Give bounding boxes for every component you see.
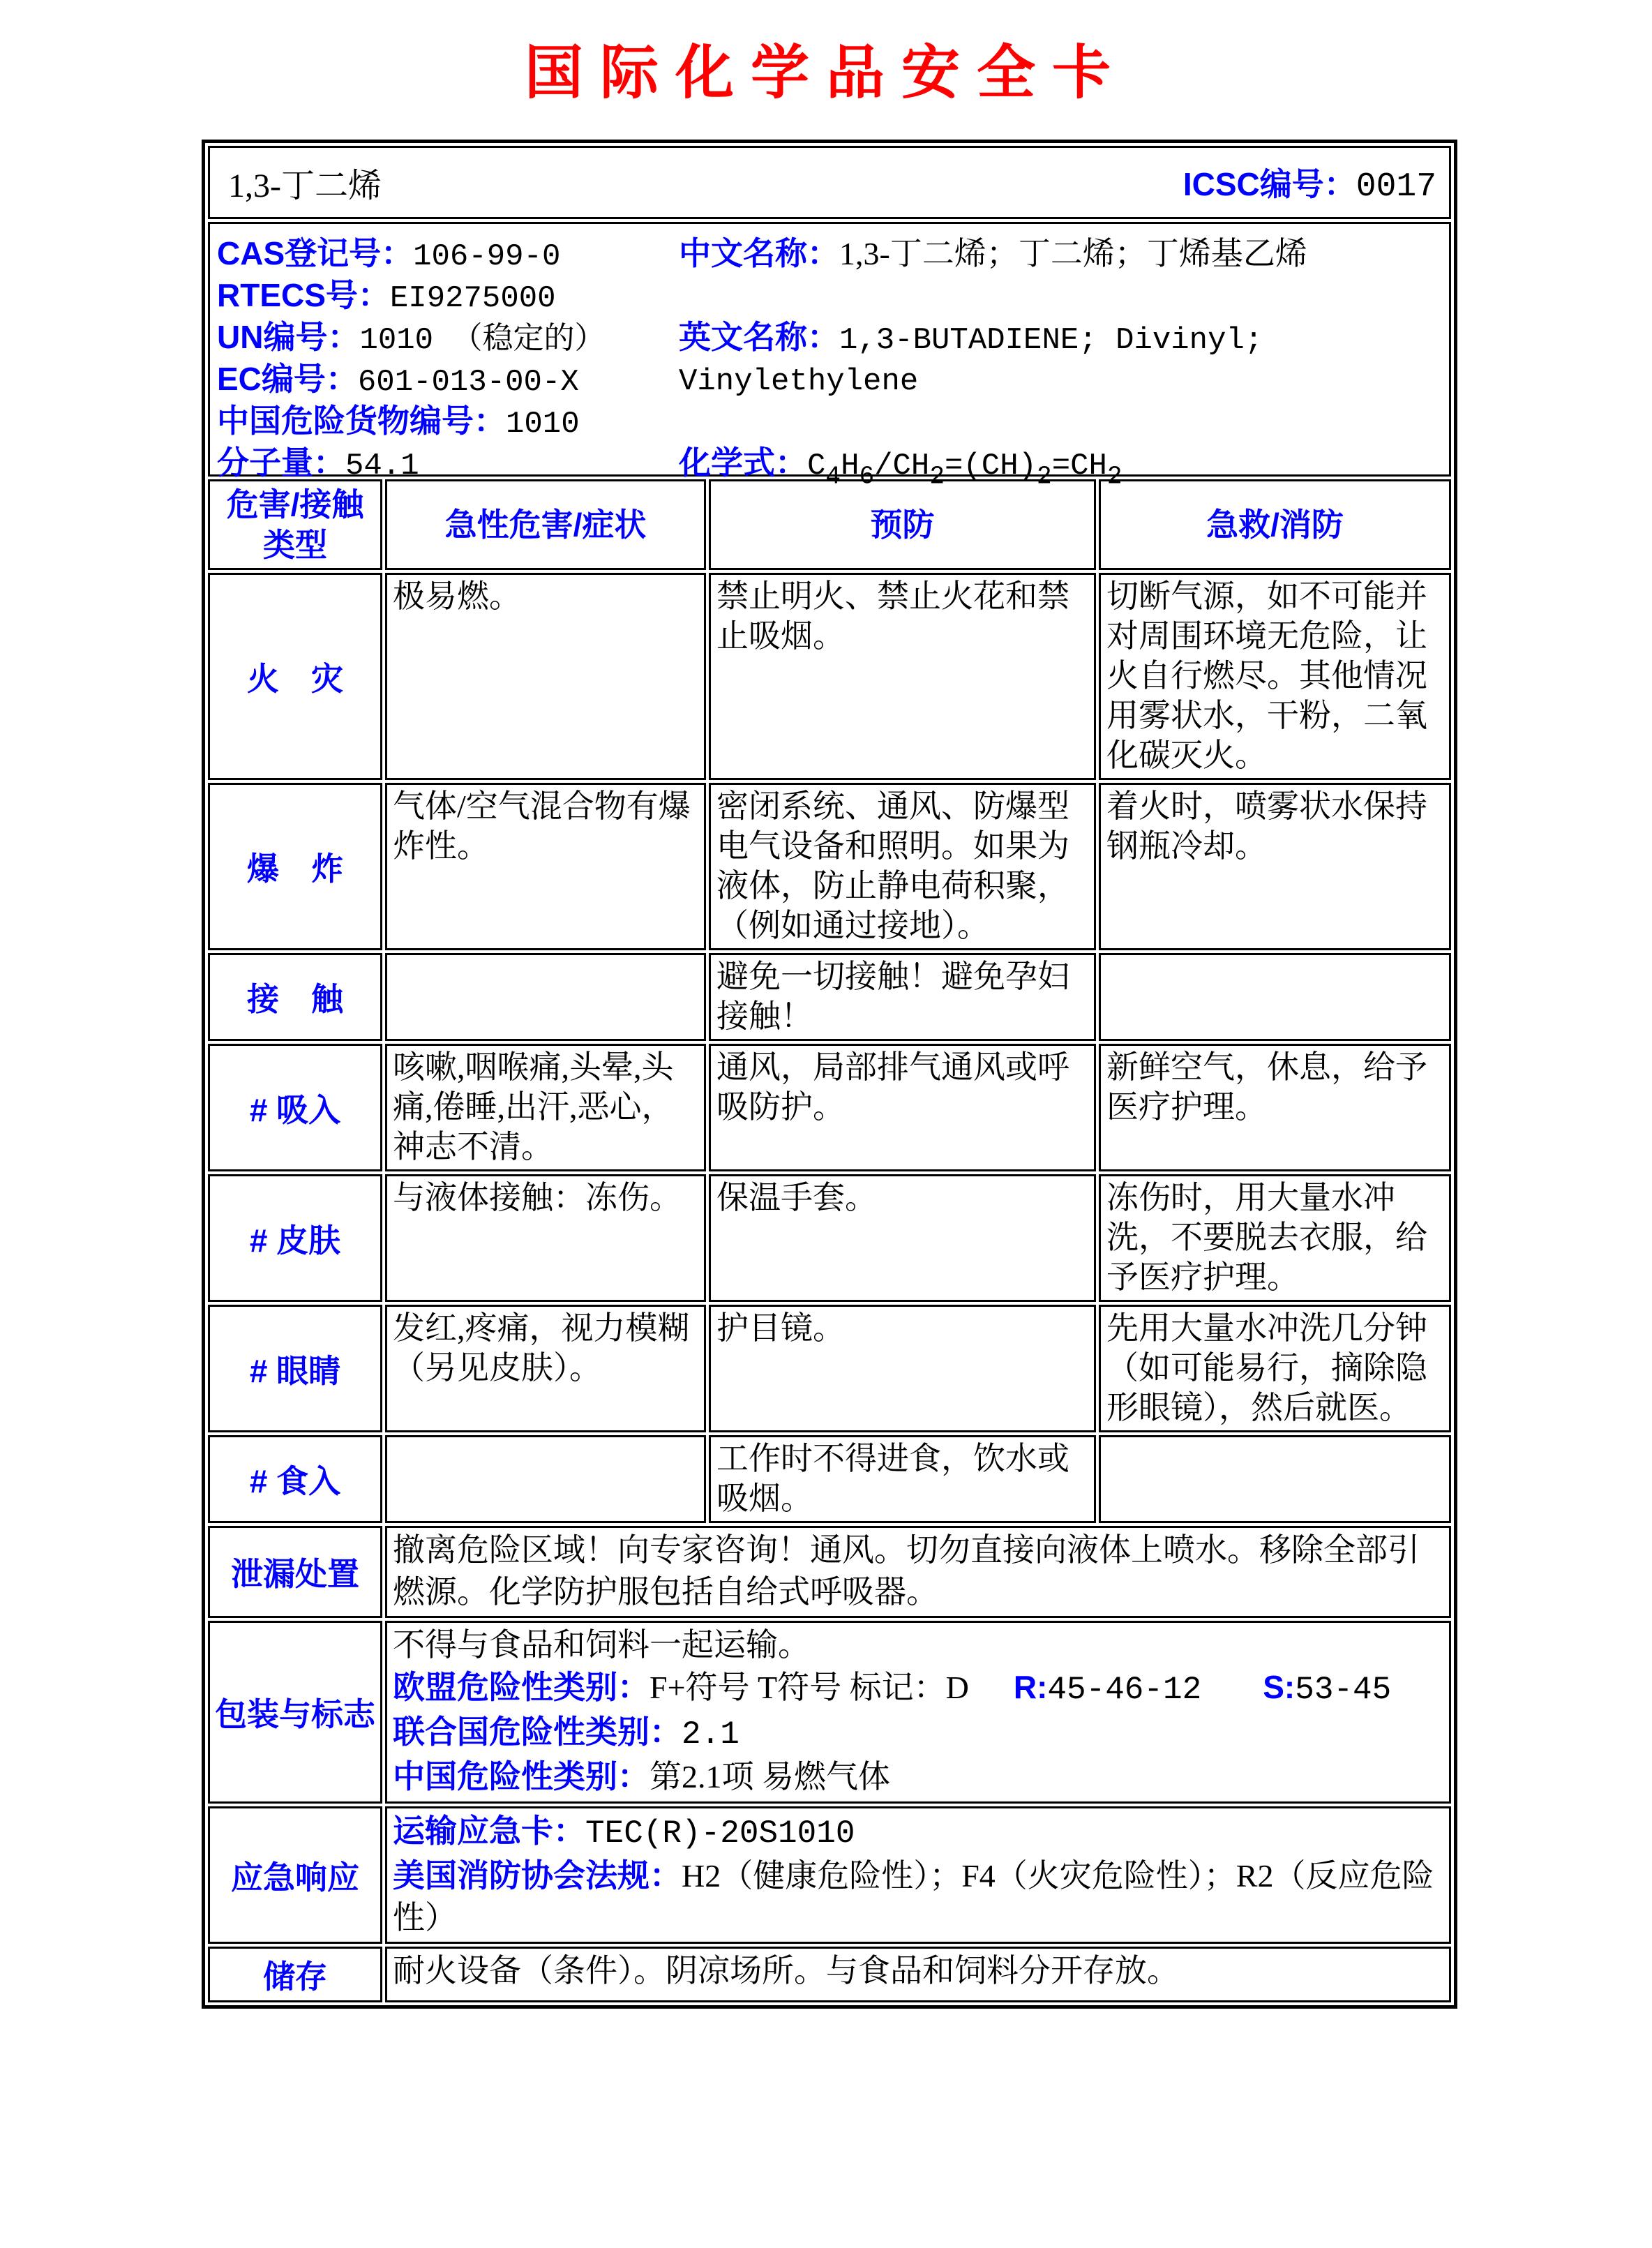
english-name-line [679,316,1443,358]
ec-number-value: 601-013-00-X [357,365,579,400]
english-name-value-line1: 1,3-BUTADIENE; Divinyl; [839,323,1263,358]
cas-number-label: CAS登记号： [217,235,414,271]
inhalation-row-label: # 吸入 [208,1044,382,1171]
col-header-hazard-type [208,479,382,570]
hazard-row-ingestion [208,1435,1451,1523]
chinese-name-value: 1,3-丁二烯；丁二烯；丁烯基乙烯 [839,236,1307,271]
tec-card-value: TEC(R)-20S1010 [585,1815,855,1852]
packaging-cn-class-line [393,1755,1443,1798]
china-goods-number-value: 1010 [506,407,580,442]
chinese-name-line [679,232,1443,274]
nfpa-code-value: H2（健康危险性）；F4（火灾危险性）；R2（反应危险性） [393,1858,1434,1935]
skin-row-label: # 皮肤 [208,1174,382,1302]
ingestion-response-cell [1099,1435,1451,1523]
formula-value: $C_4H_6/CH_2=(CH)_2=CH_2$ [807,449,1122,491]
ec-number-label: EC编号： [217,361,358,397]
cn-class-value: 第2.1项 易燃气体 [649,1759,890,1794]
eyes-response-cell: 先用大量水冲洗几分钟（如可能易行，摘除隐形眼镜），然后就医。 [1099,1305,1451,1432]
eyes-row-label: # 眼睛 [208,1305,382,1432]
hazard-row-inhalation [208,1044,1451,1171]
packaging-un-class-line [393,1711,1443,1755]
emergency-section-content [385,1806,1451,1944]
eu-class-value: F+符号 T符号 标记：D [649,1670,969,1705]
contact-row-label: 接 触 [208,953,382,1041]
chinese-name-label: 中文名称： [679,235,839,271]
spacer-line [679,274,1443,316]
eyes-symptoms-cell: 发红,疼痛，视力模糊（另见皮肤）。 [385,1305,706,1432]
card-header-cell [208,146,1451,219]
hazard-header-row [208,479,1451,570]
fire-response-cell: 切断气源，如不可能并对周围环境无危险，让火自行燃尽。其他情况用雾状水，干粉，二氧化碳灭火。 [1099,573,1451,780]
english-name-label: 英文名称： [679,319,839,355]
fire-row-label: 火 灾 [208,573,382,780]
ingestion-prevention-cell: 工作时不得进食，饮水或吸烟。 [709,1435,1096,1523]
hazard-row-fire [208,573,1451,780]
explosion-prevention-cell: 密闭系统、通风、防爆型电气设备和照明。如果为液体，防止静电荷积聚，（例如通过接地）。 [709,783,1096,950]
emergency-section-label: 应急响应 [208,1806,382,1944]
contact-prevention-cell: 避免一切接触！避免孕妇接触！ [709,953,1096,1041]
china-goods-number-line [217,400,605,442]
cas-number-value: 106-99-0 [413,239,561,274]
un-number-value: 1010 （稳定的） [359,323,606,358]
rtecs-number-value: EI9275000 [389,281,556,316]
formula-line [679,442,1443,491]
fire-symptoms-cell: 极易燃。 [385,573,706,780]
identifiers-cell [208,222,1451,491]
tec-card-label: 运输应急卡： [393,1813,585,1849]
un-class-value: 2.1 [682,1716,739,1753]
packaging-section-label: 包装与标志 [208,1621,382,1804]
inhalation-prevention-cell: 通风，局部排气通风或呼吸防护。 [709,1044,1096,1171]
explosion-symptoms-cell: 气体/空气混合物有爆炸性。 [385,783,706,950]
storage-section-content: 耐火设备（条件）。阴凉场所。与食品和饲料分开存放。 [385,1947,1451,2002]
un-number-label: UN编号： [217,319,360,355]
eyes-prevention-cell: 护目镜。 [709,1305,1096,1432]
spacer-line [679,400,1443,442]
name-list [679,232,1443,491]
col-header-hazard-type-line2: 类型 [263,527,327,563]
molecular-weight-value: 54.1 [345,449,419,484]
s-phrases-label: S: [1263,1669,1296,1705]
contact-response-cell [1099,953,1451,1041]
explosion-row-label: 爆 炸 [208,783,382,950]
un-class-label: 联合国危险性类别： [393,1714,682,1750]
cn-class-label: 中国危险性类别： [393,1758,649,1794]
ingestion-row-label: # 食入 [208,1435,382,1523]
china-goods-number-label: 中国危险货物编号： [217,403,506,439]
skin-response-cell: 冻伤时，用大量水冲洗，不要脱去衣服，给予医疗护理。 [1099,1174,1451,1302]
hazard-row-contact [208,953,1451,1041]
nfpa-code-label: 美国消防协会法规： [393,1857,682,1894]
page-title: 国际化学品安全卡 [524,41,1127,106]
rtecs-number-line [217,274,605,316]
un-number-line [217,316,605,358]
col-header-symptoms: 急性危害/症状 [385,479,706,570]
col-header-response: 急救/消防 [1099,479,1451,570]
packaging-transport-note: 不得与食品和饲料一起运输。 [393,1627,810,1663]
hazard-row-explosion [208,783,1451,950]
formula-label: 化学式： [679,444,807,481]
fire-prevention-cell: 禁止明火、禁止火花和禁止吸烟。 [709,573,1096,780]
emergency-nfpa-line [393,1854,1443,1939]
icsc-number-group [1183,159,1436,206]
contact-symptoms-cell [385,953,706,1041]
section-row-emergency [208,1806,1451,1944]
hazard-row-skin [208,1174,1451,1302]
molecular-weight-line [217,442,605,484]
english-name-continuation [679,358,1443,400]
col-header-prevention: 预防 [709,479,1096,570]
storage-section-label: 储存 [208,1947,382,2002]
s-phrases-value: 53-45 [1295,1672,1392,1708]
inhalation-response-cell: 新鲜空气，休息，给予医疗护理。 [1099,1044,1451,1171]
hazard-row-eyes [208,1305,1451,1432]
section-row-spill [208,1526,1451,1618]
identifiers-row [208,222,1451,477]
emergency-tec-line [393,1810,1443,1854]
inhalation-symptoms-cell: 咳嗽,咽喉痛,头晕,头痛,倦睡,出汗,恶心，神志不清。 [385,1044,706,1171]
cas-number-line [217,232,605,274]
skin-prevention-cell: 保温手套。 [709,1174,1096,1302]
english-name-value-line2: Vinylethylene [679,364,919,399]
r-phrases-value: 45-46-12 [1047,1672,1202,1708]
eu-class-label: 欧盟危险性类别： [393,1669,649,1705]
explosion-response-cell: 着火时，喷雾状水保持钢瓶冷却。 [1099,783,1451,950]
col-header-hazard-type-line1: 危害/接触 [226,486,364,523]
card-header-row [208,146,1451,219]
molecular-weight-label: 分子量： [217,444,345,481]
packaging-section-content [385,1621,1451,1804]
safety-card-table [202,140,1457,2009]
ec-number-line [217,358,605,400]
spill-section-content: 撤离危险区域！向专家咨询！通风。切勿直接向液体上喷水。移除全部引燃源。化学防护服包括自给式呼吸器。 [385,1526,1451,1618]
identifier-list [217,232,605,484]
ingestion-symptoms-cell [385,1435,706,1523]
packaging-eu-class-line [393,1666,1443,1711]
card-header-inner [228,158,1436,207]
icsc-number-value: 0017 [1356,168,1436,206]
rtecs-number-label: RTECS号： [217,277,390,313]
r-phrases-label: R: [1013,1669,1048,1705]
skin-symptoms-cell: 与液体接触：冻伤。 [385,1174,706,1302]
substance-name: 1,3-丁二烯 [228,167,382,204]
section-row-storage [208,1947,1451,2002]
section-row-packaging [208,1621,1451,1804]
spill-section-label: 泄漏处置 [208,1526,382,1618]
icsc-number-label: ICSC编号： [1182,166,1356,202]
